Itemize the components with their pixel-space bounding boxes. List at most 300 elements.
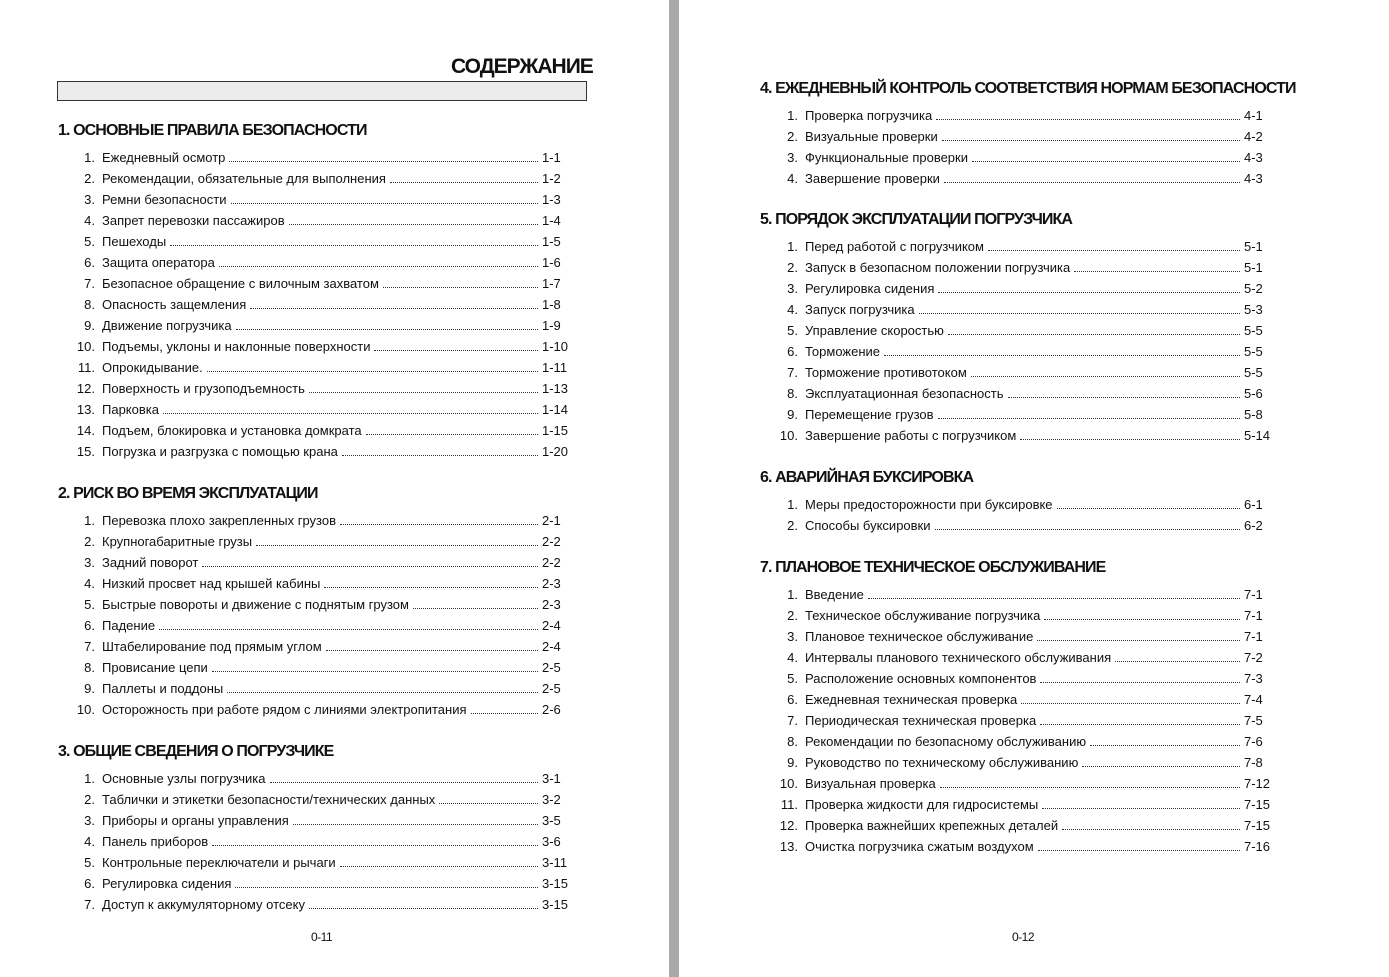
toc-entry[interactable] bbox=[58, 531, 658, 552]
page-number-left: 0-11 bbox=[311, 930, 333, 944]
entry-number: 15. bbox=[76, 444, 95, 459]
entry-title: Введение bbox=[805, 587, 864, 602]
entry-page: 1-10 bbox=[542, 339, 569, 354]
dot-leader bbox=[1057, 508, 1240, 509]
dot-leader bbox=[919, 313, 1240, 314]
entry-page: 3-2 bbox=[542, 792, 561, 807]
entry-number: 12. bbox=[779, 818, 798, 833]
entry-page: 1-11 bbox=[542, 360, 568, 375]
entry-page: 2-6 bbox=[542, 702, 561, 717]
toc-entry[interactable] bbox=[760, 236, 1382, 257]
entry-number: 5. bbox=[84, 855, 95, 870]
entry-title: Запуск погрузчика bbox=[805, 302, 915, 317]
entry-number: 9. bbox=[84, 318, 95, 333]
entry-title: Интервалы планового технического обслуживания bbox=[805, 650, 1112, 665]
dot-leader bbox=[1115, 661, 1240, 662]
entry-page: 5-1 bbox=[1244, 260, 1263, 275]
entry-title: Низкий просвет над крышей кабины bbox=[102, 576, 321, 591]
entry-page: 3-1 bbox=[542, 771, 561, 786]
dot-leader bbox=[471, 713, 538, 714]
entry-number: 4. bbox=[787, 302, 798, 317]
toc-entry[interactable] bbox=[58, 789, 658, 810]
dot-leader bbox=[293, 824, 538, 825]
entry-title: Штабелирование под прямым углом bbox=[102, 639, 322, 654]
dot-leader bbox=[212, 671, 538, 672]
toc-entry[interactable] bbox=[760, 773, 1382, 794]
section-title: 4. ЕЖЕДНЕВНЫЙ КОНТРОЛЬ СООТВЕТСТВИЯ НОРМАМ БЕЗОПАСНОСТИ bbox=[760, 80, 1296, 97]
entry-number: 10. bbox=[76, 339, 95, 354]
section-title: 5. ПОРЯДОК ЭКСПЛУАТАЦИИ ПОГРУЗЧИКА bbox=[760, 211, 1073, 228]
toc-entry[interactable] bbox=[58, 399, 658, 420]
entry-number: 4. bbox=[787, 650, 798, 665]
entry-page: 2-5 bbox=[542, 681, 561, 696]
entry-page: 1-5 bbox=[542, 234, 561, 249]
dot-leader bbox=[936, 119, 1240, 120]
entry-number: 5. bbox=[787, 323, 798, 338]
entry-number: 11. bbox=[77, 360, 95, 375]
dot-leader bbox=[884, 355, 1240, 356]
toc-section bbox=[760, 79, 1382, 189]
dot-leader bbox=[326, 650, 538, 651]
entry-title: Погрузка и разгрузка с помощью крана bbox=[102, 444, 338, 459]
dot-leader bbox=[202, 566, 538, 567]
entry-page: 5-1 bbox=[1244, 239, 1263, 254]
entry-number: 3. bbox=[787, 629, 798, 644]
dot-leader bbox=[163, 413, 538, 414]
toc-entry[interactable] bbox=[760, 341, 1382, 362]
entry-title: Пешеходы bbox=[102, 234, 167, 249]
entry-number: 13. bbox=[76, 402, 95, 417]
entry-page: 3-15 bbox=[542, 876, 569, 891]
dot-leader bbox=[439, 803, 538, 804]
toc-entry[interactable] bbox=[760, 299, 1382, 320]
entry-number: 10. bbox=[779, 428, 798, 443]
section-title: 3. ОБЩИЕ СВЕДЕНИЯ О ПОГРУЗЧИКЕ bbox=[58, 743, 334, 760]
entry-number: 8. bbox=[787, 734, 798, 749]
entry-title: Поверхность и грузоподъемность bbox=[102, 381, 305, 396]
toc-entry[interactable] bbox=[58, 189, 658, 210]
dot-leader bbox=[340, 866, 538, 867]
toc-section bbox=[58, 742, 658, 915]
toc-entry[interactable] bbox=[760, 278, 1382, 299]
dot-leader bbox=[159, 629, 538, 630]
title-bar bbox=[57, 81, 587, 101]
dot-leader bbox=[250, 308, 538, 309]
dot-leader bbox=[170, 245, 538, 246]
entry-page: 7-6 bbox=[1244, 734, 1263, 749]
entry-page: 7-4 bbox=[1244, 692, 1263, 707]
dot-leader bbox=[1040, 724, 1240, 725]
entry-page: 3-11 bbox=[542, 855, 568, 870]
toc-entry[interactable] bbox=[58, 615, 658, 636]
entry-number: 7. bbox=[84, 639, 95, 654]
entry-title: Руководство по техническому обслуживанию bbox=[805, 755, 1079, 770]
section-title: 6. АВАРИЙНАЯ БУКСИРОВКА bbox=[760, 469, 974, 486]
entry-number: 1. bbox=[84, 513, 95, 528]
dot-leader bbox=[1044, 619, 1240, 620]
toc-entry[interactable] bbox=[58, 441, 658, 462]
entry-title: Рекомендации, обязательные для выполнения bbox=[102, 171, 386, 186]
entry-title: Безопасное обращение с вилочным захватом bbox=[102, 276, 379, 291]
toc-entry[interactable] bbox=[58, 378, 658, 399]
entry-number: 3. bbox=[84, 555, 95, 570]
dot-leader bbox=[938, 292, 1240, 293]
toc-entry[interactable] bbox=[760, 815, 1382, 836]
entry-page: 7-8 bbox=[1244, 755, 1263, 770]
entry-number: 3. bbox=[787, 150, 798, 165]
entry-title: Функциональные проверки bbox=[805, 150, 968, 165]
entry-number: 3. bbox=[84, 813, 95, 828]
entry-page: 1-2 bbox=[542, 171, 561, 186]
dot-leader bbox=[309, 392, 538, 393]
toc-entry[interactable] bbox=[58, 699, 658, 720]
toc-entry[interactable] bbox=[760, 126, 1382, 147]
entry-page: 5-5 bbox=[1244, 344, 1263, 359]
entry-title: Управление скоростью bbox=[805, 323, 944, 338]
entry-title: Крупногабаритные грузы bbox=[102, 534, 253, 549]
entry-title: Контрольные переключатели и рычаги bbox=[102, 855, 336, 870]
entry-number: 5. bbox=[787, 671, 798, 686]
entry-title: Доступ к аккумуляторному отсеку bbox=[102, 897, 305, 912]
toc-entry[interactable] bbox=[58, 357, 658, 378]
entry-title: Проверка погрузчика bbox=[805, 108, 933, 123]
entry-page: 2-4 bbox=[542, 618, 561, 633]
dot-leader bbox=[944, 182, 1240, 183]
entry-title: Эксплуатационная безопасность bbox=[805, 386, 1004, 401]
entry-page: 7-1 bbox=[1244, 608, 1263, 623]
entry-number: 1. bbox=[84, 771, 95, 786]
dot-leader bbox=[374, 350, 538, 351]
toc-entry[interactable] bbox=[58, 231, 658, 252]
toc-section bbox=[760, 210, 1382, 446]
entry-number: 6. bbox=[84, 618, 95, 633]
entry-page: 1-6 bbox=[542, 255, 561, 270]
dot-leader bbox=[270, 782, 538, 783]
toc-entry[interactable] bbox=[58, 315, 658, 336]
entry-title: Регулировка сидения bbox=[102, 876, 232, 891]
entry-page: 1-8 bbox=[542, 297, 561, 312]
entry-title: Быстрые повороты и движение с поднятым грузом bbox=[102, 597, 409, 612]
entry-title: Ремни безопасности bbox=[102, 192, 227, 207]
toc-entry[interactable] bbox=[760, 105, 1382, 126]
toc-entry[interactable] bbox=[58, 420, 658, 441]
entry-number: 4. bbox=[84, 576, 95, 591]
dot-leader bbox=[235, 887, 538, 888]
entry-page: 1-4 bbox=[542, 213, 561, 228]
entry-page: 1-9 bbox=[542, 318, 561, 333]
toc-entry[interactable] bbox=[58, 810, 658, 831]
toc-section bbox=[58, 484, 658, 720]
dot-leader bbox=[229, 161, 538, 162]
section-title: 1. ОСНОВНЫЕ ПРАВИЛА БЕЗОПАСНОСТИ bbox=[58, 122, 367, 139]
toc-section bbox=[760, 468, 1382, 536]
entry-number: 4. bbox=[787, 171, 798, 186]
dot-leader bbox=[236, 329, 538, 330]
entry-number: 3. bbox=[84, 192, 95, 207]
entry-number: 6. bbox=[84, 255, 95, 270]
dot-leader bbox=[289, 224, 538, 225]
toc-entry[interactable] bbox=[760, 494, 1382, 515]
toc-entry[interactable] bbox=[760, 647, 1382, 668]
toc-entry[interactable] bbox=[58, 768, 658, 789]
entry-title: Торможение противотоком bbox=[805, 365, 967, 380]
document-title: СОДЕРЖАНИЕ bbox=[451, 55, 593, 78]
entry-page: 1-1 bbox=[542, 150, 561, 165]
section-title: 7. ПЛАНОВОЕ ТЕХНИЧЕСКОЕ ОБСЛУЖИВАНИЕ bbox=[760, 559, 1106, 576]
dot-leader bbox=[938, 418, 1240, 419]
toc-entry[interactable] bbox=[58, 573, 658, 594]
dot-leader bbox=[1037, 640, 1240, 641]
entry-page: 2-2 bbox=[542, 534, 561, 549]
dot-leader bbox=[948, 334, 1240, 335]
toc-entry[interactable] bbox=[760, 147, 1382, 168]
dot-leader bbox=[366, 434, 538, 435]
toc-section bbox=[760, 558, 1382, 857]
toc-entry[interactable] bbox=[760, 383, 1382, 404]
entry-title: Периодическая техническая проверка bbox=[805, 713, 1037, 728]
entry-number: 2. bbox=[84, 171, 95, 186]
entry-title: Меры предосторожности при буксировке bbox=[805, 497, 1053, 512]
toc-entry[interactable] bbox=[58, 894, 658, 915]
entry-page: 2-4 bbox=[542, 639, 561, 654]
toc-entry[interactable] bbox=[58, 336, 658, 357]
toc-entry[interactable] bbox=[58, 252, 658, 273]
entry-page: 5-8 bbox=[1244, 407, 1263, 422]
toc-entry[interactable] bbox=[58, 273, 658, 294]
toc-entry[interactable] bbox=[58, 657, 658, 678]
entry-page: 5-2 bbox=[1244, 281, 1263, 296]
entry-number: 1. bbox=[84, 150, 95, 165]
entry-title: Проверка жидкости для гидросистемы bbox=[805, 797, 1039, 812]
entry-page: 1-14 bbox=[542, 402, 569, 417]
dot-leader bbox=[1090, 745, 1240, 746]
entry-number: 7. bbox=[787, 713, 798, 728]
toc-entry[interactable] bbox=[760, 668, 1382, 689]
dot-leader bbox=[868, 598, 1240, 599]
dot-leader bbox=[340, 524, 538, 525]
entry-number: 2. bbox=[787, 129, 798, 144]
toc-entry[interactable] bbox=[760, 794, 1382, 815]
entry-page: 2-2 bbox=[542, 555, 561, 570]
entry-number: 6. bbox=[787, 344, 798, 359]
dot-leader bbox=[342, 455, 538, 456]
entry-title: Движение погрузчика bbox=[102, 318, 232, 333]
toc-entry[interactable] bbox=[58, 852, 658, 873]
dot-leader bbox=[309, 908, 538, 909]
dot-leader bbox=[1038, 850, 1240, 851]
dot-leader bbox=[390, 182, 538, 183]
toc-entry[interactable] bbox=[760, 404, 1382, 425]
dot-leader bbox=[1040, 682, 1240, 683]
entry-title: Способы буксировки bbox=[805, 518, 931, 533]
toc-section bbox=[58, 121, 658, 462]
entry-title: Торможение bbox=[805, 344, 881, 359]
toc-entry[interactable] bbox=[58, 510, 658, 531]
entry-title: Задний поворот bbox=[102, 555, 199, 570]
entry-title: Панель приборов bbox=[102, 834, 209, 849]
dot-leader bbox=[324, 587, 538, 588]
entry-title: Расположение основных компонентов bbox=[805, 671, 1037, 686]
toc-entry[interactable] bbox=[58, 147, 658, 168]
toc-entry[interactable] bbox=[760, 689, 1382, 710]
entry-number: 7. bbox=[84, 276, 95, 291]
entry-title: Проверка важнейших крепежных деталей bbox=[805, 818, 1059, 833]
toc-entry[interactable] bbox=[760, 836, 1382, 857]
toc-entry[interactable] bbox=[58, 210, 658, 231]
entry-title: Опасность защемления bbox=[102, 297, 247, 312]
toc-entry[interactable] bbox=[760, 584, 1382, 605]
dot-leader bbox=[231, 203, 538, 204]
toc-entry[interactable] bbox=[760, 515, 1382, 536]
entry-title: Осторожность при работе рядом с линиями электропитания bbox=[102, 702, 467, 717]
entry-number: 9. bbox=[787, 407, 798, 422]
dot-leader bbox=[1021, 703, 1240, 704]
entry-page: 7-3 bbox=[1244, 671, 1263, 686]
toc-entry[interactable] bbox=[760, 710, 1382, 731]
page-right bbox=[679, 0, 1389, 977]
entry-page: 4-3 bbox=[1244, 150, 1263, 165]
toc-entry[interactable] bbox=[58, 552, 658, 573]
toc-entry[interactable] bbox=[58, 678, 658, 699]
dot-leader bbox=[940, 787, 1240, 788]
entry-page: 7-12 bbox=[1244, 776, 1271, 791]
dot-leader bbox=[212, 845, 538, 846]
toc-entry[interactable] bbox=[760, 752, 1382, 773]
dot-leader bbox=[413, 608, 538, 609]
entry-page: 1-20 bbox=[542, 444, 569, 459]
entry-number: 10. bbox=[779, 776, 798, 791]
entry-number: 13. bbox=[779, 839, 798, 854]
toc-entry[interactable] bbox=[58, 594, 658, 615]
entry-title: Паллеты и поддоны bbox=[102, 681, 224, 696]
toc-entry[interactable] bbox=[760, 257, 1382, 278]
entry-number: 2. bbox=[787, 518, 798, 533]
entry-page: 5-3 bbox=[1244, 302, 1263, 317]
entry-title: Парковка bbox=[102, 402, 159, 417]
entry-number: 2. bbox=[787, 608, 798, 623]
entry-number: 8. bbox=[84, 297, 95, 312]
dot-leader bbox=[971, 376, 1240, 377]
entry-page: 7-2 bbox=[1244, 650, 1263, 665]
entry-page: 6-1 bbox=[1244, 497, 1263, 512]
entry-title: Опрокидывание. bbox=[102, 360, 203, 375]
dot-leader bbox=[1042, 808, 1240, 809]
entry-page: 4-3 bbox=[1244, 171, 1263, 186]
entry-page: 7-5 bbox=[1244, 713, 1263, 728]
toc-entry[interactable] bbox=[58, 294, 658, 315]
entry-number: 8. bbox=[84, 660, 95, 675]
entry-number: 3. bbox=[787, 281, 798, 296]
entry-page: 1-13 bbox=[542, 381, 569, 396]
toc-entry[interactable] bbox=[760, 168, 1382, 189]
entry-page: 1-3 bbox=[542, 192, 561, 207]
entry-title: Плановое техническое обслуживание bbox=[805, 629, 1034, 644]
entry-number: 14. bbox=[76, 423, 95, 438]
entry-number: 1. bbox=[787, 587, 798, 602]
toc-entry[interactable] bbox=[58, 168, 658, 189]
entry-title: Подъемы, уклоны и наклонные поверхности bbox=[102, 339, 371, 354]
entry-number: 11. bbox=[780, 797, 798, 812]
dot-leader bbox=[942, 140, 1240, 141]
entry-title: Защита оператора bbox=[102, 255, 215, 270]
entry-title: Ежедневная техническая проверка bbox=[805, 692, 1018, 707]
toc-entry[interactable] bbox=[58, 873, 658, 894]
entry-page: 5-5 bbox=[1244, 323, 1263, 338]
dot-leader bbox=[227, 692, 538, 693]
toc-entry[interactable] bbox=[760, 320, 1382, 341]
entry-number: 5. bbox=[84, 234, 95, 249]
dot-leader bbox=[1082, 766, 1240, 767]
entry-number: 5. bbox=[84, 597, 95, 612]
entry-page: 3-5 bbox=[542, 813, 561, 828]
entry-title: Падение bbox=[102, 618, 156, 633]
entry-page: 7-1 bbox=[1244, 587, 1263, 602]
entry-title: Техническое обслуживание погрузчика bbox=[805, 608, 1041, 623]
entry-page: 3-15 bbox=[542, 897, 569, 912]
entry-page: 5-6 bbox=[1244, 386, 1263, 401]
entry-number: 2. bbox=[84, 534, 95, 549]
entry-number: 6. bbox=[84, 876, 95, 891]
entry-number: 1. bbox=[787, 497, 798, 512]
dot-leader bbox=[219, 266, 538, 267]
entry-title: Завершение работы с погрузчиком bbox=[805, 428, 1017, 443]
dot-leader bbox=[935, 529, 1240, 530]
dot-leader bbox=[383, 287, 538, 288]
entry-title: Приборы и органы управления bbox=[102, 813, 289, 828]
entry-title: Перемещение грузов bbox=[805, 407, 934, 422]
toc-entry[interactable] bbox=[760, 362, 1382, 383]
entry-number: 12. bbox=[76, 381, 95, 396]
entry-number: 8. bbox=[787, 386, 798, 401]
entry-title: Перед работой с погрузчиком bbox=[805, 239, 984, 254]
entry-page: 1-15 bbox=[542, 423, 569, 438]
toc-entry[interactable] bbox=[58, 831, 658, 852]
entry-page: 3-6 bbox=[542, 834, 561, 849]
entry-title: Ежедневный осмотр bbox=[102, 150, 226, 165]
entry-number: 7. bbox=[84, 897, 95, 912]
entry-page: 4-2 bbox=[1244, 129, 1263, 144]
entry-title: Подъем, блокировка и установка домкрата bbox=[102, 423, 362, 438]
entry-page: 7-16 bbox=[1244, 839, 1271, 854]
toc-entry[interactable] bbox=[760, 731, 1382, 752]
toc-entry[interactable] bbox=[58, 636, 658, 657]
dot-leader bbox=[972, 161, 1240, 162]
entry-number: 2. bbox=[787, 260, 798, 275]
entry-page: 2-5 bbox=[542, 660, 561, 675]
page-number-right: 0-12 bbox=[1012, 930, 1035, 944]
toc-entry[interactable] bbox=[760, 605, 1382, 626]
entry-title: Запрет перевозки пассажиров bbox=[102, 213, 285, 228]
entry-number: 6. bbox=[787, 692, 798, 707]
entry-number: 4. bbox=[84, 213, 95, 228]
dot-leader bbox=[988, 250, 1240, 251]
entry-number: 1. bbox=[787, 239, 798, 254]
entry-page: 7-15 bbox=[1244, 818, 1271, 833]
page-left bbox=[0, 0, 669, 977]
entry-number: 9. bbox=[787, 755, 798, 770]
toc-entry[interactable] bbox=[760, 425, 1382, 446]
entry-title: Рекомендации по безопасному обслуживанию bbox=[805, 734, 1087, 749]
dot-leader bbox=[1020, 439, 1240, 440]
entry-page: 5-5 bbox=[1244, 365, 1263, 380]
entry-title: Таблички и этикетки безопасности/технических данных bbox=[102, 792, 436, 807]
entry-page: 2-3 bbox=[542, 576, 561, 591]
entry-number: 4. bbox=[84, 834, 95, 849]
entry-page: 5-14 bbox=[1244, 428, 1271, 443]
entry-title: Очистка погрузчика сжатым воздухом bbox=[805, 839, 1034, 854]
entry-title: Визуальная проверка bbox=[805, 776, 936, 791]
toc-entry[interactable] bbox=[760, 626, 1382, 647]
